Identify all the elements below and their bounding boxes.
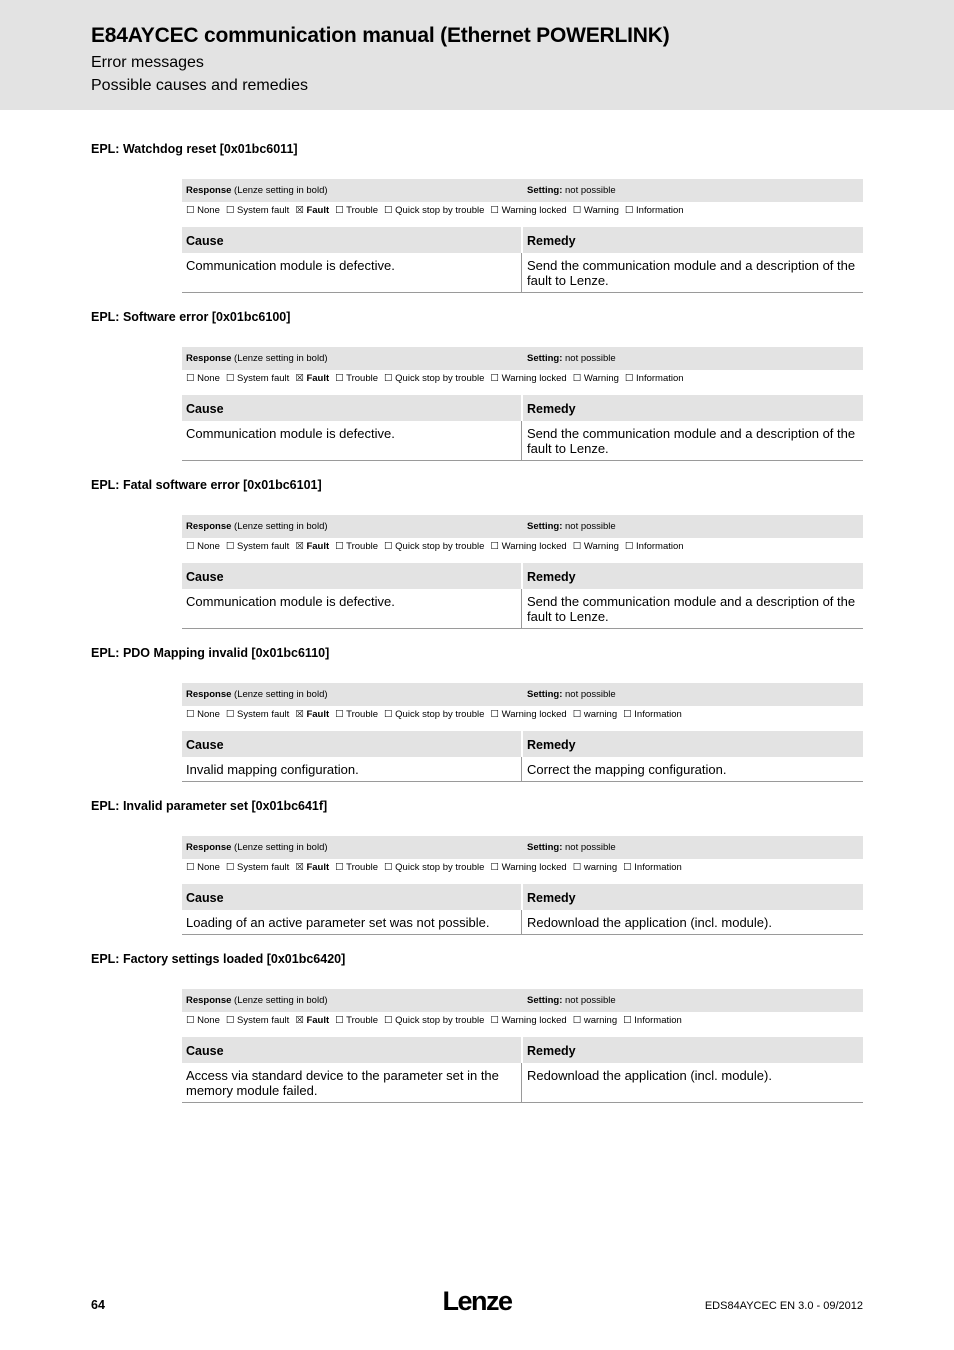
response-header bbox=[182, 515, 863, 538]
response-option: ☐ Warning locked bbox=[490, 1015, 567, 1026]
setting-value: not possible bbox=[562, 689, 616, 700]
response-option: ☐ Trouble bbox=[335, 709, 379, 720]
response-option: ☐ Quick stop by trouble bbox=[384, 373, 485, 384]
response-option: ☐ None bbox=[186, 1015, 220, 1026]
error-section bbox=[0, 142, 954, 293]
remedy-text: Send the communication module and a description of the fault to Lenze. bbox=[527, 594, 856, 624]
cause-header: Cause bbox=[182, 395, 521, 421]
response-label: Response bbox=[186, 521, 232, 532]
response-option: ☐ None bbox=[186, 862, 220, 873]
response-option: ☐ Information bbox=[623, 1015, 682, 1026]
response-option: ☐ warning bbox=[572, 1015, 618, 1026]
setting-label: Setting: bbox=[527, 995, 563, 1006]
cause-remedy-row bbox=[182, 589, 863, 629]
cause-text: Invalid mapping configuration. bbox=[186, 762, 359, 777]
response-note: (Lenze setting in bold) bbox=[231, 995, 328, 1006]
cause-remedy-header bbox=[182, 563, 863, 589]
response-option: ☒ Fault bbox=[295, 373, 330, 384]
cause-text: Access via standard device to the parameter set in the memory module failed. bbox=[186, 1068, 499, 1098]
response-option: ☐ Quick stop by trouble bbox=[384, 541, 485, 552]
cause-remedy-row bbox=[182, 421, 863, 461]
remedy-text: Redownload the application (incl. module). bbox=[527, 1068, 772, 1083]
setting-value: not possible bbox=[562, 353, 616, 364]
error-title: EPL: Factory settings loaded [0x01bc6420] bbox=[91, 952, 346, 966]
cause-remedy-header bbox=[182, 395, 863, 421]
chapter-title: Error messages bbox=[91, 54, 204, 71]
response-note: (Lenze setting in bold) bbox=[231, 185, 328, 196]
cause-text: Communication module is defective. bbox=[186, 594, 395, 609]
response-option: ☐ Quick stop by trouble bbox=[384, 862, 485, 873]
response-option: ☐ warning bbox=[572, 709, 618, 720]
setting-value: not possible bbox=[562, 995, 616, 1006]
response-option: ☐ Information bbox=[624, 373, 684, 384]
setting-label: Setting: bbox=[527, 185, 563, 196]
response-header bbox=[182, 683, 863, 706]
response-option: ☐ Information bbox=[623, 709, 682, 720]
error-title: EPL: PDO Mapping invalid [0x01bc6110] bbox=[91, 646, 330, 660]
response-option: ☐ Trouble bbox=[335, 1015, 379, 1026]
response-option: ☒ Fault bbox=[295, 709, 330, 720]
response-option: ☐ Warning locked bbox=[490, 862, 567, 873]
response-note: (Lenze setting in bold) bbox=[231, 689, 328, 700]
cause-remedy-header bbox=[182, 731, 863, 757]
response-option: ☐ System fault bbox=[225, 862, 290, 873]
response-option: ☐ Quick stop by trouble bbox=[384, 1015, 485, 1026]
response-option: ☐ Trouble bbox=[335, 862, 379, 873]
response-options bbox=[186, 1015, 688, 1026]
response-note: (Lenze setting in bold) bbox=[231, 842, 328, 853]
page-header bbox=[0, 0, 954, 110]
cause-remedy-row bbox=[182, 757, 863, 782]
response-options bbox=[186, 373, 690, 384]
response-option: ☐ Information bbox=[624, 541, 684, 552]
response-option: ☒ Fault bbox=[295, 862, 330, 873]
response-label: Response bbox=[186, 995, 232, 1006]
response-option: ☐ Warning locked bbox=[490, 373, 567, 384]
response-option: ☐ Warning locked bbox=[490, 541, 567, 552]
error-section bbox=[0, 799, 954, 935]
response-options bbox=[186, 862, 688, 873]
cause-remedy-row bbox=[182, 1063, 863, 1103]
cause-remedy-row bbox=[182, 910, 863, 935]
response-option: ☐ System fault bbox=[225, 205, 290, 216]
column-divider bbox=[521, 1063, 522, 1102]
error-title: EPL: Watchdog reset [0x01bc6011] bbox=[91, 142, 298, 156]
response-header bbox=[182, 347, 863, 370]
error-section bbox=[0, 478, 954, 629]
response-option: ☐ System fault bbox=[225, 373, 290, 384]
cause-remedy-header bbox=[182, 884, 863, 910]
column-divider bbox=[521, 253, 522, 292]
response-option: ☐ Information bbox=[623, 862, 682, 873]
cause-remedy-header bbox=[182, 1037, 863, 1063]
response-options bbox=[186, 541, 690, 552]
error-title: EPL: Invalid parameter set [0x01bc641f] bbox=[91, 799, 328, 813]
remedy-text: Send the communication module and a description of the fault to Lenze. bbox=[527, 426, 856, 456]
cause-header: Cause bbox=[182, 884, 521, 910]
response-header bbox=[182, 179, 863, 202]
response-option: ☐ Trouble bbox=[335, 373, 379, 384]
response-option: ☐ None bbox=[186, 373, 220, 384]
response-option: ☐ Warning bbox=[572, 373, 619, 384]
setting-value: not possible bbox=[562, 185, 616, 196]
cause-header: Cause bbox=[182, 731, 521, 757]
response-option: ☐ None bbox=[186, 709, 220, 720]
response-label: Response bbox=[186, 689, 232, 700]
response-option: ☐ warning bbox=[572, 862, 618, 873]
response-option: ☐ Quick stop by trouble bbox=[384, 709, 485, 720]
error-section bbox=[0, 646, 954, 782]
response-option: ☐ System fault bbox=[225, 1015, 290, 1026]
response-option: ☐ Warning locked bbox=[490, 205, 567, 216]
response-option: ☒ Fault bbox=[295, 205, 330, 216]
setting-label: Setting: bbox=[527, 842, 563, 853]
response-label: Response bbox=[186, 842, 232, 853]
response-header bbox=[182, 989, 863, 1012]
response-option: ☐ None bbox=[186, 205, 220, 216]
response-options bbox=[186, 205, 690, 216]
document-title: E84AYCEC communication manual (Ethernet POWERLINK) bbox=[91, 24, 670, 47]
setting-label: Setting: bbox=[527, 689, 563, 700]
column-divider bbox=[521, 910, 522, 934]
cause-text: Communication module is defective. bbox=[186, 258, 395, 273]
remedy-header: Remedy bbox=[523, 395, 863, 421]
cause-header: Cause bbox=[182, 227, 521, 253]
error-title: EPL: Software error [0x01bc6100] bbox=[91, 310, 291, 324]
response-option: ☒ Fault bbox=[295, 541, 330, 552]
document-reference: EDS84AYCEC EN 3.0 - 09/2012 bbox=[704, 1300, 863, 1312]
response-note: (Lenze setting in bold) bbox=[231, 353, 328, 364]
response-option: ☐ None bbox=[186, 541, 220, 552]
column-divider bbox=[521, 757, 522, 781]
response-option: ☐ Warning bbox=[572, 205, 619, 216]
error-section bbox=[0, 310, 954, 461]
cause-remedy-header bbox=[182, 227, 863, 253]
response-label: Response bbox=[186, 353, 232, 364]
column-divider bbox=[521, 589, 522, 628]
response-header bbox=[182, 836, 863, 859]
setting-value: not possible bbox=[562, 842, 616, 853]
lenze-logo-text: Lenze bbox=[442, 1286, 512, 1316]
page-number: 64 bbox=[91, 1298, 105, 1312]
cause-text: Communication module is defective. bbox=[186, 426, 395, 441]
remedy-header: Remedy bbox=[523, 563, 863, 589]
remedy-header: Remedy bbox=[523, 1037, 863, 1063]
setting-value: not possible bbox=[562, 521, 616, 532]
response-option: ☐ Information bbox=[624, 205, 684, 216]
cause-remedy-row bbox=[182, 253, 863, 293]
response-option: ☐ Trouble bbox=[335, 205, 379, 216]
column-divider bbox=[521, 421, 522, 460]
section-title: Possible causes and remedies bbox=[91, 77, 309, 94]
cause-header: Cause bbox=[182, 563, 521, 589]
setting-label: Setting: bbox=[527, 521, 563, 532]
error-section bbox=[0, 952, 954, 1103]
remedy-text: Redownload the application (incl. module). bbox=[527, 915, 772, 930]
remedy-header: Remedy bbox=[523, 884, 863, 910]
remedy-header: Remedy bbox=[523, 227, 863, 253]
response-option: ☐ Warning bbox=[572, 541, 619, 552]
remedy-header: Remedy bbox=[523, 731, 863, 757]
response-option: ☐ System fault bbox=[225, 541, 290, 552]
response-option: ☐ Warning locked bbox=[490, 709, 567, 720]
response-options bbox=[186, 709, 688, 720]
cause-header: Cause bbox=[182, 1037, 521, 1063]
lenze-logo bbox=[437, 1284, 517, 1318]
remedy-text: Correct the mapping configuration. bbox=[527, 762, 727, 777]
response-option: ☐ Trouble bbox=[335, 541, 379, 552]
response-option: ☒ Fault bbox=[295, 1015, 330, 1026]
setting-label: Setting: bbox=[527, 353, 563, 364]
response-option: ☐ Quick stop by trouble bbox=[384, 205, 485, 216]
error-title: EPL: Fatal software error [0x01bc6101] bbox=[91, 478, 322, 492]
response-option: ☐ System fault bbox=[225, 709, 290, 720]
remedy-text: Send the communication module and a description of the fault to Lenze. bbox=[527, 258, 856, 288]
response-note: (Lenze setting in bold) bbox=[231, 521, 328, 532]
response-label: Response bbox=[186, 185, 232, 196]
cause-text: Loading of an active parameter set was not possible. bbox=[186, 915, 490, 930]
